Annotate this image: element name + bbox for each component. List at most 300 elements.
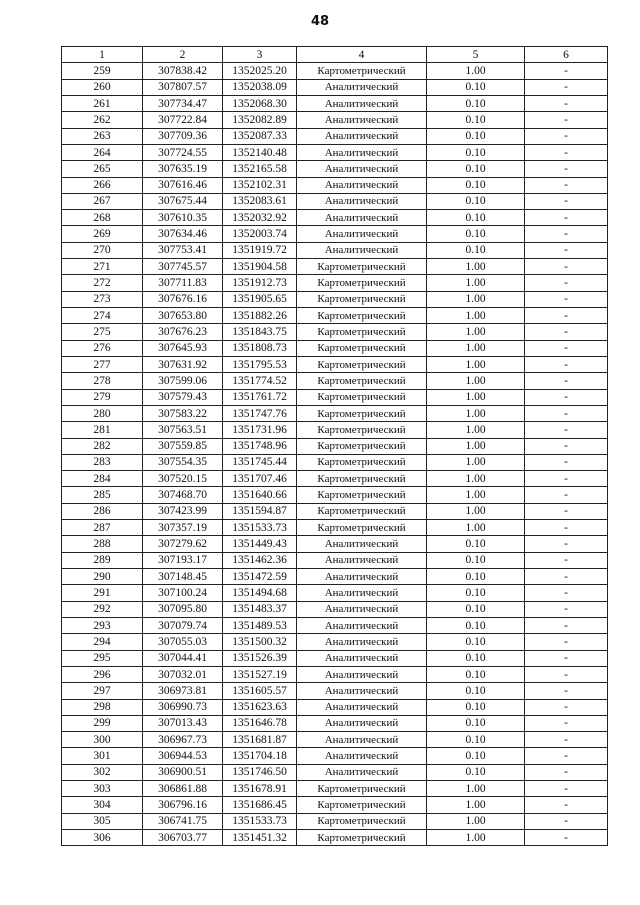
- y-coordinate-cell: 1352102.31: [223, 177, 297, 193]
- method-cell: Картометрический: [297, 813, 427, 829]
- accuracy-cell: 1.00: [427, 389, 525, 405]
- y-coordinate-cell: 1351646.78: [223, 715, 297, 731]
- note-cell: -: [525, 79, 608, 95]
- y-coordinate-cell: 1351707.46: [223, 471, 297, 487]
- point-number-cell: 274: [62, 308, 143, 324]
- point-number-cell: 297: [62, 683, 143, 699]
- method-cell: Картометрический: [297, 356, 427, 372]
- note-cell: -: [525, 634, 608, 650]
- note-cell: -: [525, 487, 608, 503]
- accuracy-cell: 0.10: [427, 161, 525, 177]
- table-row: [62, 405, 608, 421]
- table-row: [62, 830, 608, 846]
- point-number-cell: 286: [62, 503, 143, 519]
- accuracy-cell: 1.00: [427, 813, 525, 829]
- y-coordinate-cell: 1352025.20: [223, 63, 297, 79]
- note-cell: -: [525, 63, 608, 79]
- table-row: [62, 193, 608, 209]
- table-row: [62, 683, 608, 699]
- y-coordinate-cell: 1351686.45: [223, 797, 297, 813]
- y-coordinate-cell: 1352082.89: [223, 112, 297, 128]
- table-row: [62, 324, 608, 340]
- point-number-cell: 277: [62, 356, 143, 372]
- accuracy-cell: 1.00: [427, 291, 525, 307]
- table-row: [62, 144, 608, 160]
- y-coordinate-cell: 1351533.73: [223, 813, 297, 829]
- x-coordinate-cell: 306967.73: [143, 732, 223, 748]
- point-number-cell: 264: [62, 144, 143, 160]
- accuracy-cell: 0.10: [427, 748, 525, 764]
- point-number-cell: 269: [62, 226, 143, 242]
- note-cell: -: [525, 471, 608, 487]
- note-cell: -: [525, 340, 608, 356]
- x-coordinate-cell: 307724.55: [143, 144, 223, 160]
- x-coordinate-cell: 307095.80: [143, 601, 223, 617]
- table-row: [62, 389, 608, 405]
- accuracy-cell: 0.10: [427, 79, 525, 95]
- x-coordinate-cell: 307645.93: [143, 340, 223, 356]
- point-number-cell: 298: [62, 699, 143, 715]
- method-cell: Картометрический: [297, 503, 427, 519]
- note-cell: -: [525, 226, 608, 242]
- note-cell: -: [525, 781, 608, 797]
- x-coordinate-cell: 307423.99: [143, 503, 223, 519]
- method-cell: Картометрический: [297, 324, 427, 340]
- y-coordinate-cell: 1351761.72: [223, 389, 297, 405]
- point-number-cell: 268: [62, 210, 143, 226]
- x-coordinate-cell: 307279.62: [143, 536, 223, 552]
- table-row: [62, 63, 608, 79]
- accuracy-cell: 1.00: [427, 781, 525, 797]
- table-row: [62, 634, 608, 650]
- x-coordinate-cell: 307559.85: [143, 438, 223, 454]
- table-row: [62, 732, 608, 748]
- method-cell: Аналитический: [297, 601, 427, 617]
- accuracy-cell: 1.00: [427, 422, 525, 438]
- note-cell: -: [525, 356, 608, 372]
- note-cell: -: [525, 520, 608, 536]
- table-row: [62, 340, 608, 356]
- method-cell: Картометрический: [297, 797, 427, 813]
- method-cell: Картометрический: [297, 389, 427, 405]
- x-coordinate-cell: 306990.73: [143, 699, 223, 715]
- accuracy-cell: 1.00: [427, 520, 525, 536]
- table-row: [62, 291, 608, 307]
- x-coordinate-cell: 307610.35: [143, 210, 223, 226]
- table-row: [62, 797, 608, 813]
- y-coordinate-cell: 1351774.52: [223, 373, 297, 389]
- table-row: [62, 569, 608, 585]
- x-coordinate-cell: 307583.22: [143, 405, 223, 421]
- x-coordinate-cell: 307734.47: [143, 95, 223, 111]
- method-cell: Аналитический: [297, 617, 427, 633]
- table-row: [62, 585, 608, 601]
- accuracy-cell: 0.10: [427, 242, 525, 258]
- x-coordinate-cell: 307676.23: [143, 324, 223, 340]
- x-coordinate-cell: 307838.42: [143, 63, 223, 79]
- x-coordinate-cell: 307753.41: [143, 242, 223, 258]
- y-coordinate-cell: 1351748.96: [223, 438, 297, 454]
- method-cell: Аналитический: [297, 715, 427, 731]
- method-cell: Картометрический: [297, 373, 427, 389]
- point-number-cell: 306: [62, 830, 143, 846]
- y-coordinate-cell: 1351731.96: [223, 422, 297, 438]
- y-coordinate-cell: 1351704.18: [223, 748, 297, 764]
- note-cell: -: [525, 830, 608, 846]
- method-cell: Картометрический: [297, 471, 427, 487]
- table-row: [62, 308, 608, 324]
- point-number-cell: 300: [62, 732, 143, 748]
- point-number-cell: 267: [62, 193, 143, 209]
- note-cell: -: [525, 699, 608, 715]
- note-cell: -: [525, 764, 608, 780]
- accuracy-cell: 1.00: [427, 356, 525, 372]
- method-cell: Аналитический: [297, 634, 427, 650]
- x-coordinate-cell: 307616.46: [143, 177, 223, 193]
- x-coordinate-cell: 307563.51: [143, 422, 223, 438]
- point-number-cell: 289: [62, 552, 143, 568]
- x-coordinate-cell: 307599.06: [143, 373, 223, 389]
- table-row: [62, 650, 608, 666]
- table-row: [62, 699, 608, 715]
- column-header: 5: [427, 47, 525, 63]
- table-row: [62, 617, 608, 633]
- method-cell: Аналитический: [297, 666, 427, 682]
- method-cell: Аналитический: [297, 764, 427, 780]
- accuracy-cell: 0.10: [427, 569, 525, 585]
- method-cell: Аналитический: [297, 95, 427, 111]
- note-cell: -: [525, 536, 608, 552]
- method-cell: Картометрический: [297, 291, 427, 307]
- y-coordinate-cell: 1351605.57: [223, 683, 297, 699]
- note-cell: -: [525, 650, 608, 666]
- x-coordinate-cell: 307709.36: [143, 128, 223, 144]
- method-cell: Картометрический: [297, 405, 427, 421]
- table-row: [62, 161, 608, 177]
- note-cell: -: [525, 797, 608, 813]
- point-number-cell: 262: [62, 112, 143, 128]
- x-coordinate-cell: 307044.41: [143, 650, 223, 666]
- x-coordinate-cell: 307722.84: [143, 112, 223, 128]
- note-cell: -: [525, 617, 608, 633]
- accuracy-cell: 1.00: [427, 373, 525, 389]
- y-coordinate-cell: 1351904.58: [223, 259, 297, 275]
- x-coordinate-cell: 307807.57: [143, 79, 223, 95]
- method-cell: Аналитический: [297, 144, 427, 160]
- point-number-cell: 301: [62, 748, 143, 764]
- y-coordinate-cell: 1351527.19: [223, 666, 297, 682]
- note-cell: -: [525, 177, 608, 193]
- method-cell: Аналитический: [297, 748, 427, 764]
- point-number-cell: 291: [62, 585, 143, 601]
- method-cell: Аналитический: [297, 650, 427, 666]
- point-number-cell: 303: [62, 781, 143, 797]
- y-coordinate-cell: 1351843.75: [223, 324, 297, 340]
- accuracy-cell: 0.10: [427, 128, 525, 144]
- method-cell: Аналитический: [297, 128, 427, 144]
- accuracy-cell: 1.00: [427, 275, 525, 291]
- x-coordinate-cell: 307357.19: [143, 520, 223, 536]
- x-coordinate-cell: 307653.80: [143, 308, 223, 324]
- method-cell: Аналитический: [297, 569, 427, 585]
- note-cell: -: [525, 405, 608, 421]
- table-row: [62, 422, 608, 438]
- table-row: [62, 781, 608, 797]
- method-cell: Картометрический: [297, 520, 427, 536]
- x-coordinate-cell: 306796.16: [143, 797, 223, 813]
- point-number-cell: 271: [62, 259, 143, 275]
- point-number-cell: 273: [62, 291, 143, 307]
- method-cell: Картометрический: [297, 275, 427, 291]
- table-row: [62, 536, 608, 552]
- accuracy-cell: 1.00: [427, 324, 525, 340]
- point-number-cell: 290: [62, 569, 143, 585]
- point-number-cell: 293: [62, 617, 143, 633]
- table-row: [62, 552, 608, 568]
- y-coordinate-cell: 1351451.32: [223, 830, 297, 846]
- x-coordinate-cell: 307100.24: [143, 585, 223, 601]
- table-row: [62, 666, 608, 682]
- accuracy-cell: 0.10: [427, 732, 525, 748]
- y-coordinate-cell: 1351745.44: [223, 454, 297, 470]
- note-cell: -: [525, 210, 608, 226]
- method-cell: Аналитический: [297, 242, 427, 258]
- note-cell: -: [525, 275, 608, 291]
- point-number-cell: 296: [62, 666, 143, 682]
- table-row: [62, 715, 608, 731]
- note-cell: -: [525, 128, 608, 144]
- method-cell: Картометрический: [297, 487, 427, 503]
- point-number-cell: 285: [62, 487, 143, 503]
- accuracy-cell: 1.00: [427, 487, 525, 503]
- table-row: [62, 177, 608, 193]
- table-row: [62, 275, 608, 291]
- method-cell: Картометрический: [297, 454, 427, 470]
- column-header: 1: [62, 47, 143, 63]
- y-coordinate-cell: 1351594.87: [223, 503, 297, 519]
- method-cell: Аналитический: [297, 585, 427, 601]
- accuracy-cell: 0.10: [427, 683, 525, 699]
- x-coordinate-cell: 307193.17: [143, 552, 223, 568]
- method-cell: Картометрический: [297, 781, 427, 797]
- point-number-cell: 294: [62, 634, 143, 650]
- table-row: [62, 95, 608, 111]
- x-coordinate-cell: 306973.81: [143, 683, 223, 699]
- point-number-cell: 259: [62, 63, 143, 79]
- table-row: [62, 79, 608, 95]
- y-coordinate-cell: 1351640.66: [223, 487, 297, 503]
- y-coordinate-cell: 1351623.63: [223, 699, 297, 715]
- method-cell: Аналитический: [297, 699, 427, 715]
- note-cell: -: [525, 95, 608, 111]
- header-row: [62, 47, 608, 63]
- accuracy-cell: 0.10: [427, 193, 525, 209]
- method-cell: Картометрический: [297, 63, 427, 79]
- point-number-cell: 266: [62, 177, 143, 193]
- note-cell: -: [525, 569, 608, 585]
- x-coordinate-cell: 307745.57: [143, 259, 223, 275]
- column-header: 3: [223, 47, 297, 63]
- table-row: [62, 471, 608, 487]
- y-coordinate-cell: 1351489.53: [223, 617, 297, 633]
- table-row: [62, 748, 608, 764]
- table-row: [62, 373, 608, 389]
- point-number-cell: 292: [62, 601, 143, 617]
- point-number-cell: 265: [62, 161, 143, 177]
- accuracy-cell: 0.10: [427, 634, 525, 650]
- x-coordinate-cell: 307634.46: [143, 226, 223, 242]
- accuracy-cell: 1.00: [427, 340, 525, 356]
- method-cell: Картометрический: [297, 438, 427, 454]
- accuracy-cell: 1.00: [427, 405, 525, 421]
- x-coordinate-cell: 307631.92: [143, 356, 223, 372]
- y-coordinate-cell: 1351681.87: [223, 732, 297, 748]
- method-cell: Картометрический: [297, 340, 427, 356]
- coordinates-table: [61, 46, 608, 846]
- method-cell: Аналитический: [297, 683, 427, 699]
- accuracy-cell: 1.00: [427, 308, 525, 324]
- method-cell: Картометрический: [297, 308, 427, 324]
- method-cell: Аналитический: [297, 79, 427, 95]
- y-coordinate-cell: 1351905.65: [223, 291, 297, 307]
- y-coordinate-cell: 1352068.30: [223, 95, 297, 111]
- method-cell: Аналитический: [297, 226, 427, 242]
- note-cell: -: [525, 732, 608, 748]
- y-coordinate-cell: 1351678.91: [223, 781, 297, 797]
- note-cell: -: [525, 308, 608, 324]
- point-number-cell: 283: [62, 454, 143, 470]
- column-header: 4: [297, 47, 427, 63]
- point-number-cell: 276: [62, 340, 143, 356]
- point-number-cell: 295: [62, 650, 143, 666]
- x-coordinate-cell: 307711.83: [143, 275, 223, 291]
- note-cell: -: [525, 389, 608, 405]
- note-cell: -: [525, 601, 608, 617]
- x-coordinate-cell: 307579.43: [143, 389, 223, 405]
- accuracy-cell: 0.10: [427, 552, 525, 568]
- y-coordinate-cell: 1351746.50: [223, 764, 297, 780]
- accuracy-cell: 1.00: [427, 63, 525, 79]
- accuracy-cell: 0.10: [427, 210, 525, 226]
- accuracy-cell: 1.00: [427, 454, 525, 470]
- note-cell: -: [525, 454, 608, 470]
- accuracy-cell: 0.10: [427, 666, 525, 682]
- method-cell: Аналитический: [297, 193, 427, 209]
- table-row: [62, 764, 608, 780]
- note-cell: -: [525, 373, 608, 389]
- table-header: [62, 47, 608, 63]
- accuracy-cell: 0.10: [427, 177, 525, 193]
- method-cell: Аналитический: [297, 536, 427, 552]
- accuracy-cell: 0.10: [427, 144, 525, 160]
- accuracy-cell: 0.10: [427, 585, 525, 601]
- y-coordinate-cell: 1351533.73: [223, 520, 297, 536]
- y-coordinate-cell: 1352083.61: [223, 193, 297, 209]
- y-coordinate-cell: 1351919.72: [223, 242, 297, 258]
- x-coordinate-cell: 307554.35: [143, 454, 223, 470]
- x-coordinate-cell: 307079.74: [143, 617, 223, 633]
- point-number-cell: 287: [62, 520, 143, 536]
- x-coordinate-cell: 307013.43: [143, 715, 223, 731]
- point-number-cell: 282: [62, 438, 143, 454]
- note-cell: -: [525, 112, 608, 128]
- method-cell: Аналитический: [297, 732, 427, 748]
- note-cell: -: [525, 715, 608, 731]
- accuracy-cell: 1.00: [427, 259, 525, 275]
- point-number-cell: 279: [62, 389, 143, 405]
- table-row: [62, 454, 608, 470]
- y-coordinate-cell: 1352140.48: [223, 144, 297, 160]
- note-cell: -: [525, 161, 608, 177]
- x-coordinate-cell: 307635.19: [143, 161, 223, 177]
- x-coordinate-cell: 306944.53: [143, 748, 223, 764]
- accuracy-cell: 1.00: [427, 830, 525, 846]
- point-number-cell: 270: [62, 242, 143, 258]
- accuracy-cell: 0.10: [427, 715, 525, 731]
- accuracy-cell: 0.10: [427, 536, 525, 552]
- point-number-cell: 275: [62, 324, 143, 340]
- point-number-cell: 299: [62, 715, 143, 731]
- y-coordinate-cell: 1351449.43: [223, 536, 297, 552]
- note-cell: -: [525, 242, 608, 258]
- table-row: [62, 487, 608, 503]
- y-coordinate-cell: 1351882.26: [223, 308, 297, 324]
- accuracy-cell: 0.10: [427, 95, 525, 111]
- note-cell: -: [525, 144, 608, 160]
- accuracy-cell: 0.10: [427, 764, 525, 780]
- y-coordinate-cell: 1352038.09: [223, 79, 297, 95]
- point-number-cell: 281: [62, 422, 143, 438]
- x-coordinate-cell: 306900.51: [143, 764, 223, 780]
- accuracy-cell: 0.10: [427, 226, 525, 242]
- table-row: [62, 226, 608, 242]
- accuracy-cell: 1.00: [427, 797, 525, 813]
- table-row: [62, 112, 608, 128]
- note-cell: -: [525, 324, 608, 340]
- accuracy-cell: 1.00: [427, 471, 525, 487]
- note-cell: -: [525, 813, 608, 829]
- point-number-cell: 304: [62, 797, 143, 813]
- table-row: [62, 438, 608, 454]
- point-number-cell: 261: [62, 95, 143, 111]
- note-cell: -: [525, 683, 608, 699]
- x-coordinate-cell: 306741.75: [143, 813, 223, 829]
- y-coordinate-cell: 1352003.74: [223, 226, 297, 242]
- point-number-cell: 280: [62, 405, 143, 421]
- x-coordinate-cell: 307520.15: [143, 471, 223, 487]
- y-coordinate-cell: 1352165.58: [223, 161, 297, 177]
- accuracy-cell: 0.10: [427, 112, 525, 128]
- y-coordinate-cell: 1351483.37: [223, 601, 297, 617]
- accuracy-cell: 1.00: [427, 438, 525, 454]
- method-cell: Аналитический: [297, 210, 427, 226]
- method-cell: Аналитический: [297, 552, 427, 568]
- table-row: [62, 503, 608, 519]
- y-coordinate-cell: 1351472.59: [223, 569, 297, 585]
- x-coordinate-cell: 306861.88: [143, 781, 223, 797]
- note-cell: -: [525, 503, 608, 519]
- y-coordinate-cell: 1351808.73: [223, 340, 297, 356]
- method-cell: Аналитический: [297, 112, 427, 128]
- y-coordinate-cell: 1351494.68: [223, 585, 297, 601]
- note-cell: -: [525, 666, 608, 682]
- y-coordinate-cell: 1351526.39: [223, 650, 297, 666]
- accuracy-cell: 0.10: [427, 601, 525, 617]
- point-number-cell: 302: [62, 764, 143, 780]
- method-cell: Картометрический: [297, 259, 427, 275]
- y-coordinate-cell: 1351912.73: [223, 275, 297, 291]
- y-coordinate-cell: 1352032.92: [223, 210, 297, 226]
